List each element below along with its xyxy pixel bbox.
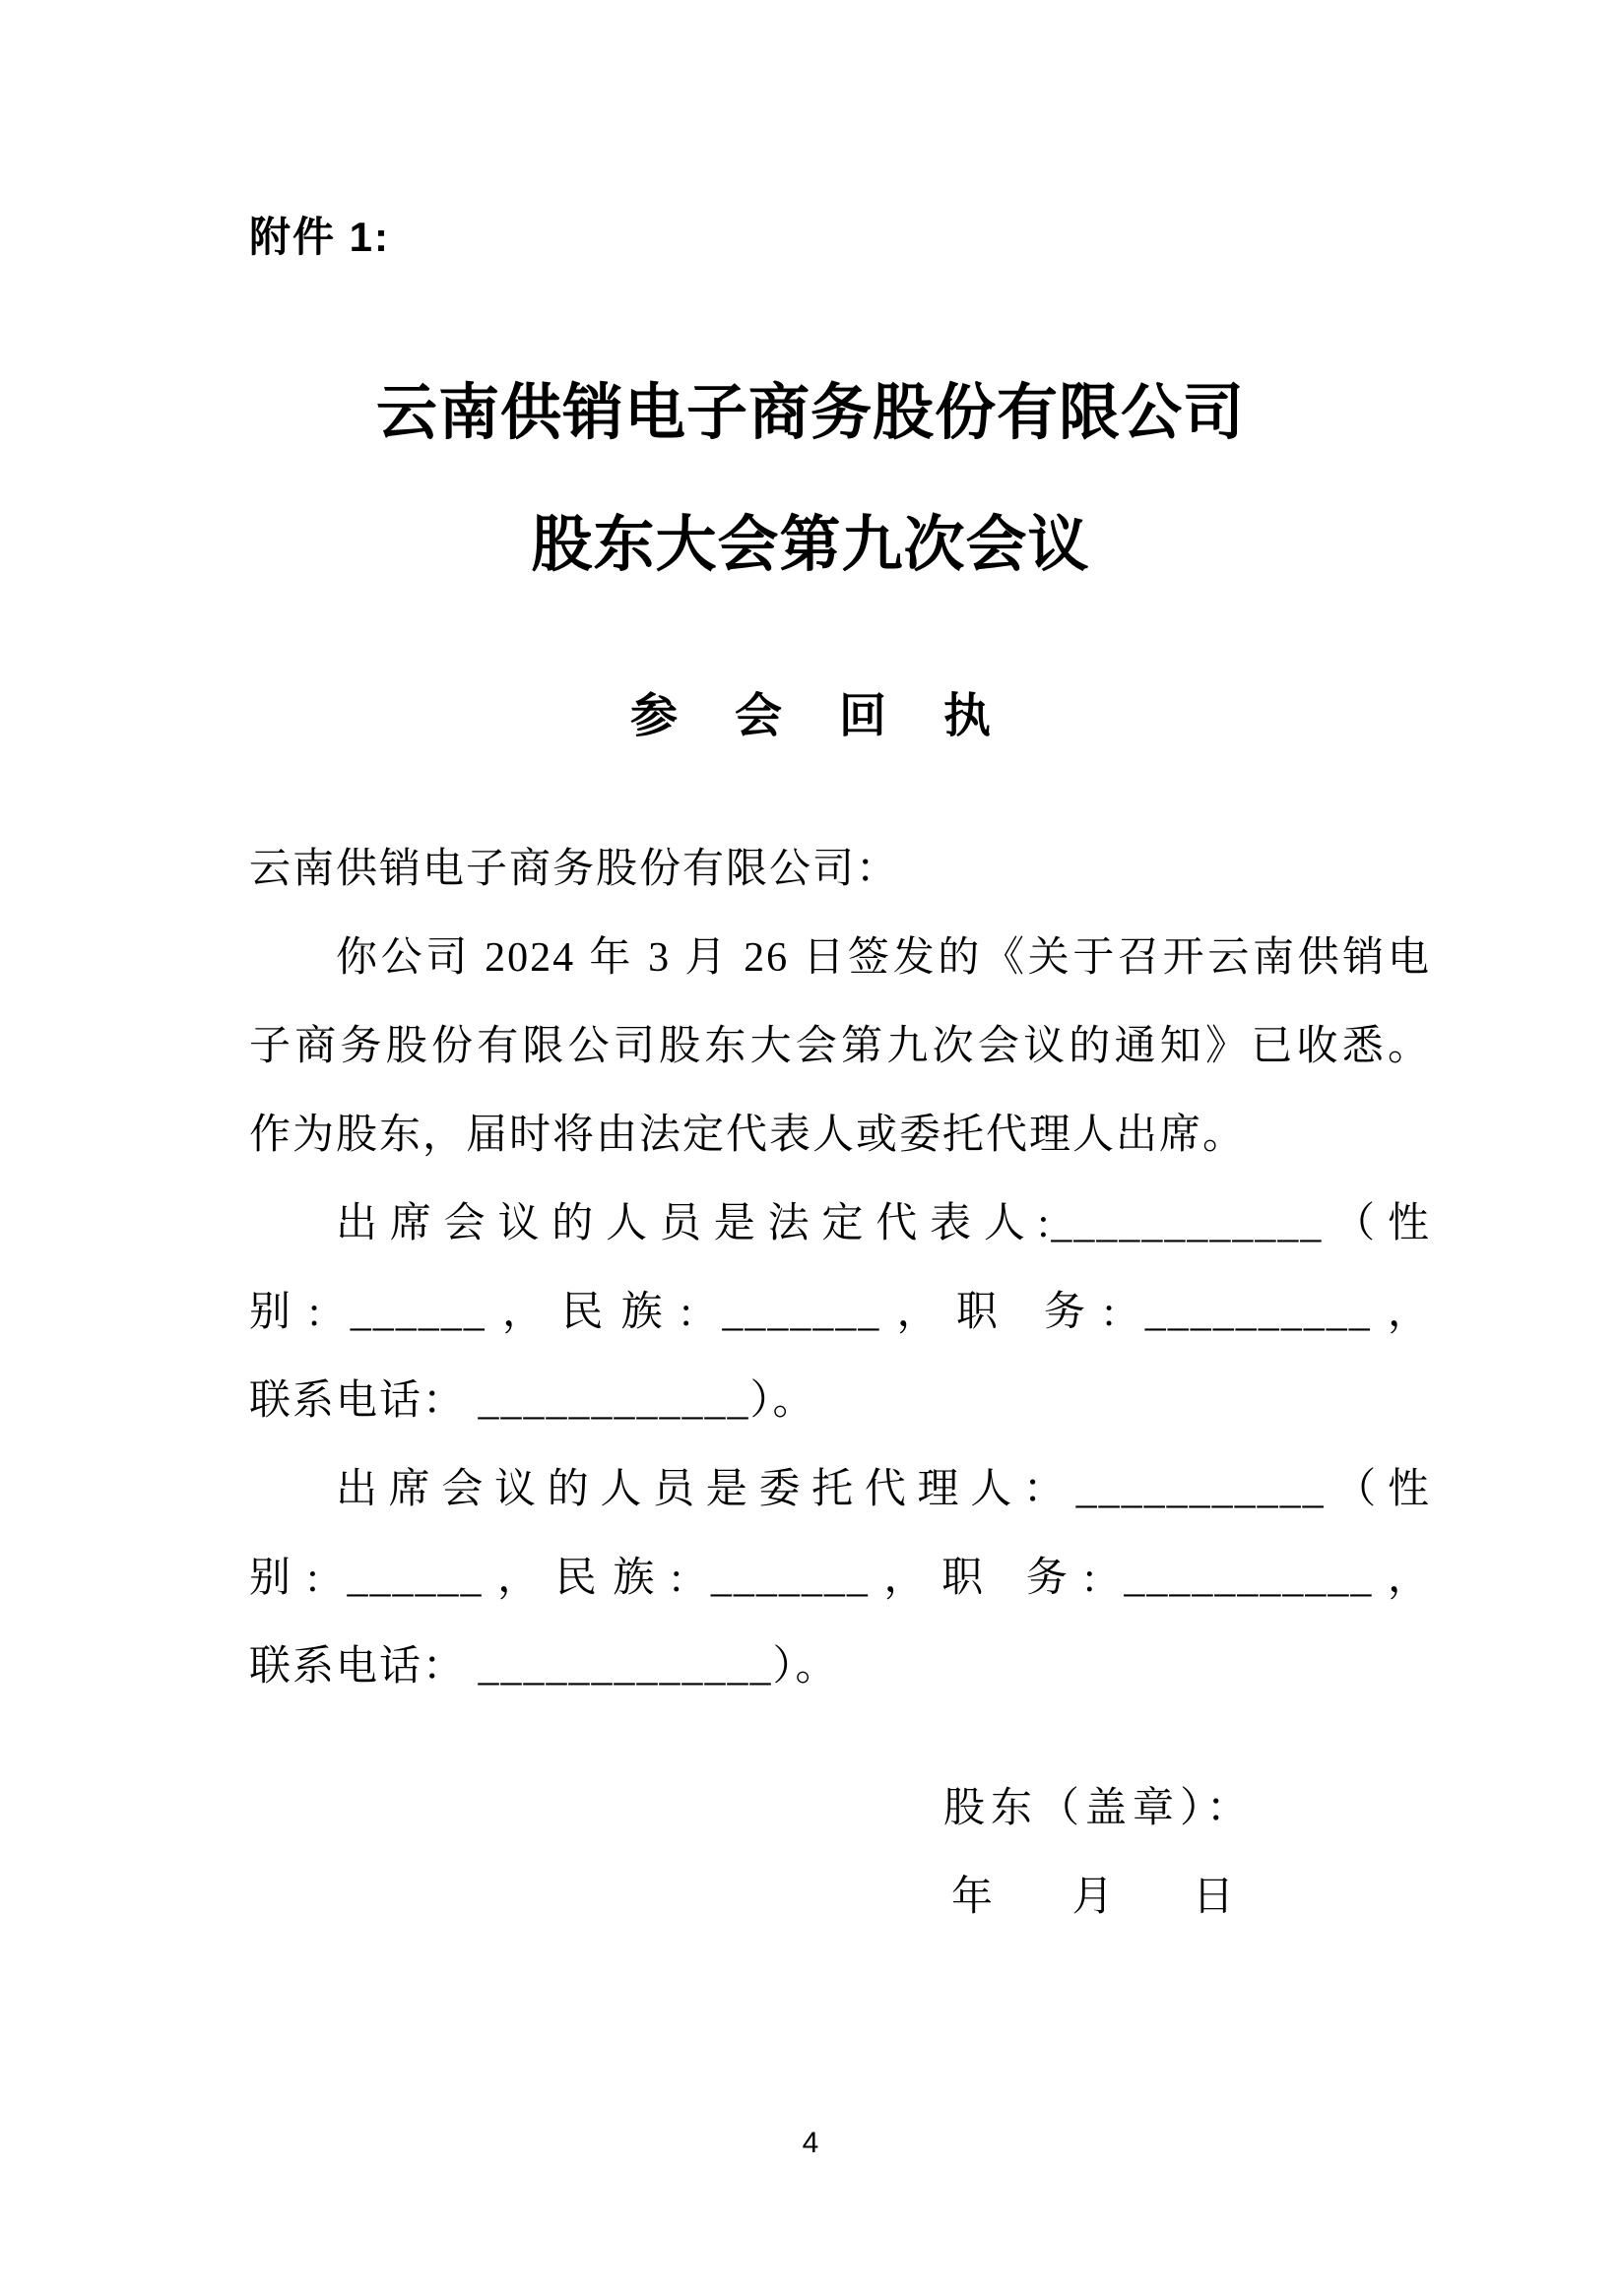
body-line-notice-3: 作为股东，届时将由法定代表人或委托代理人出席。 (249, 1113, 1247, 1158)
subtitle-reply-slip: 参会回执 (629, 690, 1048, 742)
body-line-salutation: 云南供销电子商务股份有限公司： (249, 847, 900, 892)
body-text (249, 825, 1431, 1711)
body-line-proxy-1: 出席会议的人员是委托代理人：___________（性 (336, 1467, 1431, 1512)
body-line-notice-1: 你公司 2024 年 3 月 26 日签发的《关于召开云南供销电 (336, 935, 1431, 981)
body-line-notice-2: 子商务股份有限公司股东大会第九次会议的通知》已收悉。 (249, 1024, 1431, 1069)
shareholder-stamp-label: 股东（盖章）： (943, 1786, 1255, 1831)
body-line-legal-rep-2: 别: ______，民族: _______，职 务: __________， (249, 1290, 1431, 1335)
title-company-name: 云南供销电子商务股份有限公司 (375, 380, 1245, 447)
body-line-legal-rep-1: 出席会议的人员是法定代表人:____________（性 (336, 1201, 1431, 1246)
body-line-proxy-2: 别: ______，民族: _______，职 务: ___________， (249, 1556, 1431, 1601)
attachment-label: 附件 1: (249, 214, 391, 260)
page-number: 4 (802, 2127, 819, 2159)
title-meeting-name: 股东大会第九次会议 (531, 512, 1090, 579)
body-line-proxy-phone: 联系电话： _____________）。 (249, 1644, 839, 1690)
date-label: 年 月 日 (951, 1875, 1235, 1920)
body-line-legal-rep-phone: 联系电话： ____________）。 (249, 1378, 816, 1424)
